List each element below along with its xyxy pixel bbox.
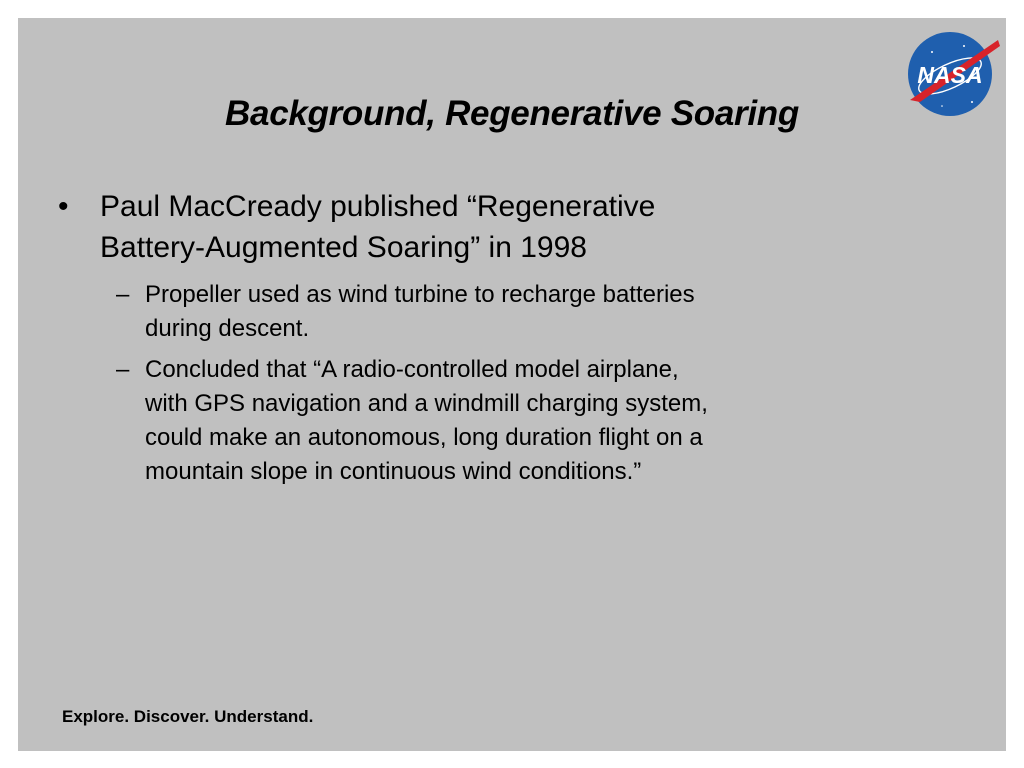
bullet-text: Paul MacCready published “Regenerative Battery-Augmented Soaring” in 1998 (100, 190, 656, 264)
slide-title: Background, Regenerative Soaring (225, 94, 799, 133)
sub-bullet-text: Propeller used as wind turbine to recharge batteries during descent. (145, 281, 695, 342)
slide-content (58, 186, 738, 489)
footer-tagline: Explore. Discover. Understand. (62, 707, 314, 726)
bullet-item (58, 186, 738, 268)
logo-wordmark: NASA (917, 62, 983, 88)
sub-bullet-item (58, 278, 738, 346)
sub-bullet-item (58, 353, 738, 489)
bullet-marker: • (58, 190, 69, 223)
sub-bullet-marker: – (116, 281, 130, 308)
sub-bullet-text: Concluded that “A radio-controlled model airplane, with GPS navigation and a windmill charging system, could make an autonomous, long duration flight on a mountain slope in continuous wind conditions.” (145, 356, 708, 485)
nasa-logo (902, 22, 1004, 122)
sub-bullet-marker: – (116, 356, 130, 383)
slide (18, 18, 1006, 751)
